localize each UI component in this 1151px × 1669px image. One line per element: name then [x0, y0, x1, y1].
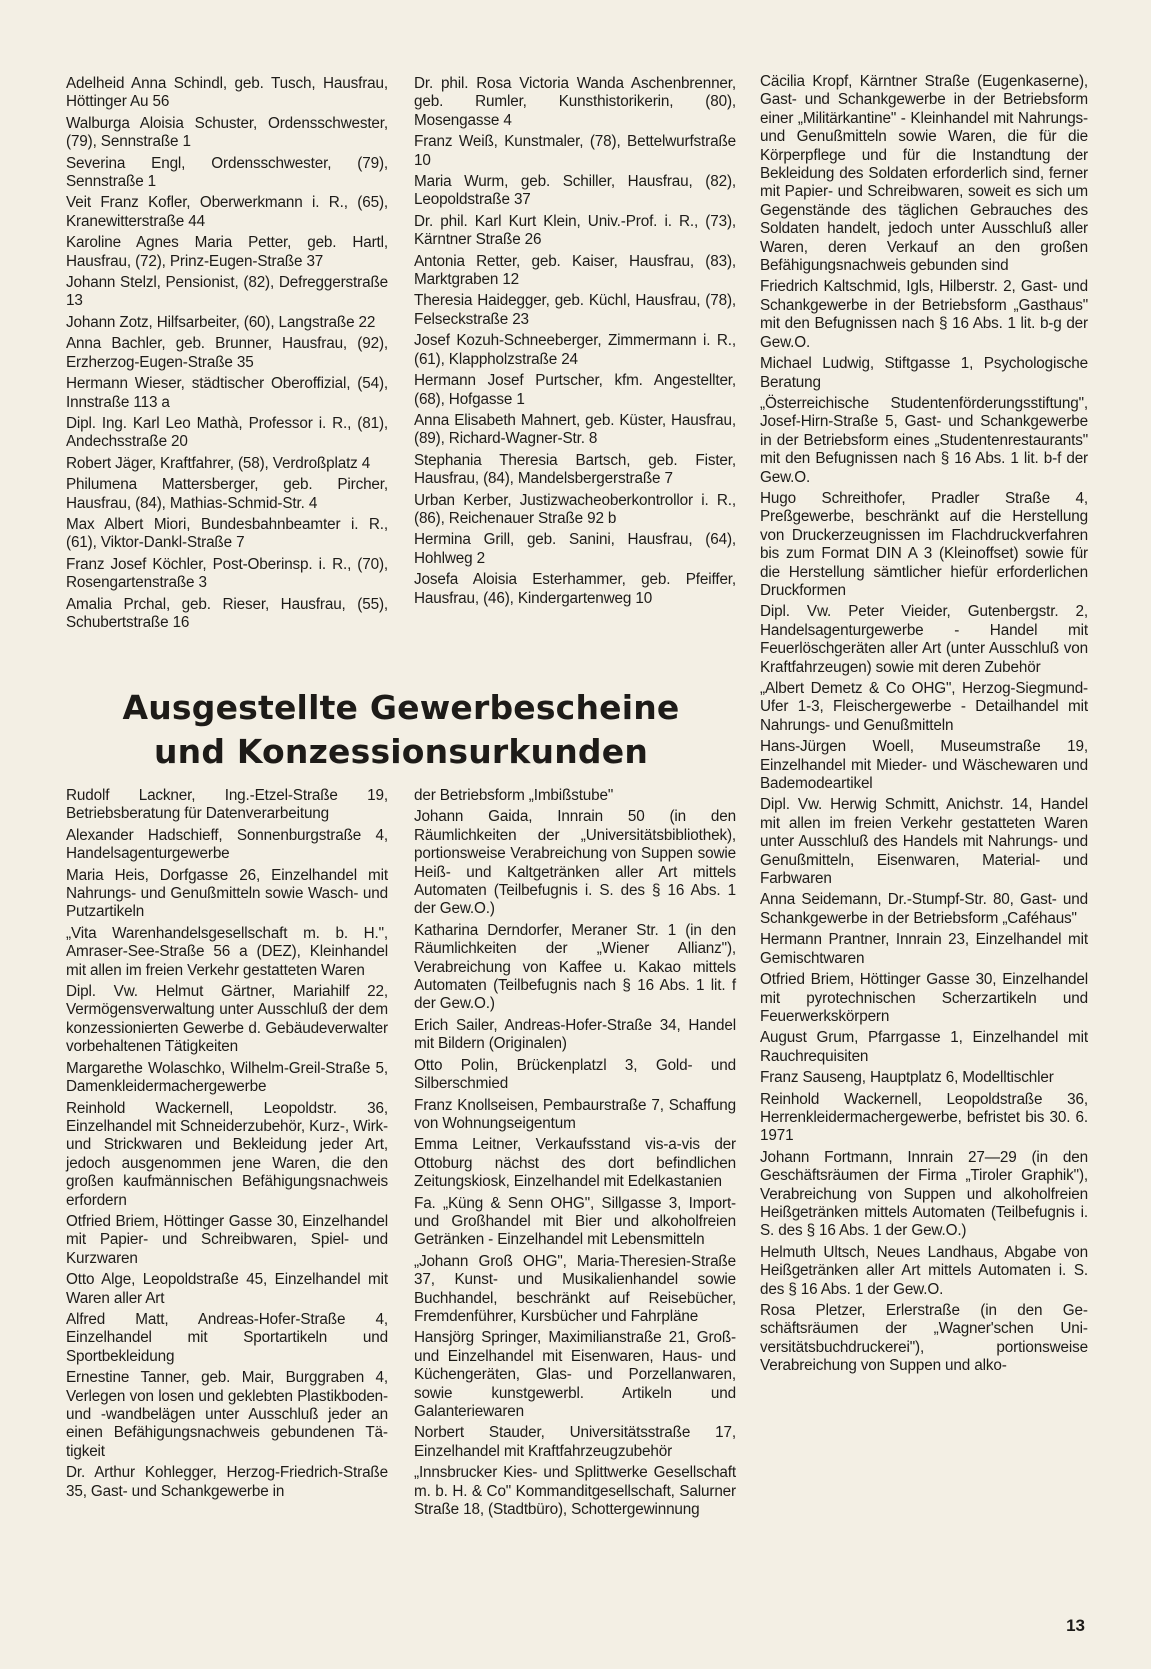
page-number: 13	[1066, 1616, 1085, 1635]
license-entry: Norbert Stauder, Universitätsstraße 17, Einzelhandel mit Kraftfahrzeugzubehör	[414, 1424, 736, 1460]
license-entry: August Grum, Pfarrgasse 1, Einzelhandel mit Rauchrequisiten	[760, 1029, 1088, 1065]
license-entry: Friedrich Kaltschmid, Igls, Hilberstr. 2, Gast- und Schankgewerbe in der Betriebsform „Gasthaus" mit den Befugnissen nach § 16 Abs. 1 lit. b-g der Gew.O.	[760, 278, 1088, 351]
license-entry: Anna Seidemann, Dr.-Stumpf-Str. 80, Gast- und Schankgewerbe in der Betriebsform „Caféhaus"	[760, 891, 1088, 927]
death-notice-entry: Veit Franz Kofler, Oberwerkmann i. R., (65), Kranewitterstraße 44	[66, 194, 388, 230]
license-entry: Dipl. Vw. Helmut Gärtner, Mariahilf 22, Vermögensverwaltung unter Ausschluß der dem konzessionierten Gewerbe d. Gebäudeverwalter vorbehaltenen Tätigkeiten	[66, 983, 388, 1056]
death-notice-entry: Theresia Haidegger, geb. Küchl, Hausfrau, (78), Felseckstraße 23	[414, 292, 736, 328]
licenses-column-3	[760, 73, 1088, 1379]
death-notice-entry: Urban Kerber, Justizwacheoberkontrollor i. R., (86), Reichenauer Straße 92 b	[414, 491, 736, 527]
death-notice-entry: Antonia Retter, geb. Kaiser, Hausfrau, (83), Marktgraben 12	[414, 252, 736, 289]
licenses-column-1	[66, 787, 388, 1504]
license-entry: Katharina Derndorfer, Meraner Str. 1 (in den Räumlichkeiten der „Wiener Allianz"), Verabreichung von Kaffee u. Kakao mittels Automaten (Teilbefugnis nach § 16 Abs. 1 lit. f der Gew.O.)	[414, 921, 736, 1013]
license-entry: Alexander Hadschieff, Sonnenburgstraße 4, Handelsagenturgewerbe	[66, 826, 388, 863]
license-entry: „Johann Groß OHG", Maria-Theresien-Straße 37, Kunst- und Musikalienhandel sowie Buchhandel, beschränkt auf Reisebücher, Fremdenführer, Kursbücher und Fahrpläne	[414, 1252, 736, 1325]
license-entry: Margarethe Wolaschko, Wilhelm-Greil-Straße 5, Damenkleidermachergewerbe	[66, 1059, 388, 1096]
license-entry: Otfried Briem, Höttinger Gasse 30, Einzelhandel mit Papier- und Schreibwaren, Spiel- und Kurzwaren	[66, 1212, 388, 1267]
death-notice-entry: Max Albert Miori, Bundesbahnbeamter i. R., (61), Viktor-Dankl-Straße 7	[66, 515, 388, 552]
license-entry: „Vita Warenhandelsgesellschaft m. b. H.", Amraser-See-Straße 56 a (DEZ), Kleinhandel mit allen im freien Verkehr gestatteten Waren	[66, 924, 388, 979]
death-notice-entry: Anna Elisabeth Mahnert, geb. Küster, Hausfrau, (89), Richard-Wagner-Str. 8	[414, 411, 736, 448]
license-entry: Hugo Schreithofer, Pradler Straße 4, Preßgewerbe, beschränkt auf die Herstellung von Druckerzeugnissen im Flachdruckverfahren bis zum Format DIN A 3 (Kleinoffset) sowie für die Herstellung sämtlicher hiefür erforderlichen Druckformen	[760, 489, 1088, 599]
death-notice-entry: Adelheid Anna Schindl, geb. Tusch, Hausfrau, Höttinger Au 56	[66, 75, 388, 111]
license-entry: Dr. Arthur Kohlegger, Herzog-Friedrich-Straße 35, Gast- und Schankgewerbe in	[66, 1464, 388, 1500]
death-notice-entry: Dr. phil. Rosa Victoria Wanda Aschenbrenner, geb. Rumler, Kunsthistorikerin, (80), Mosengasse 4	[414, 75, 736, 129]
death-notice-entry: Philumena Mattersberger, geb. Pircher, Hausfrau, (84), Mathias-Schmid-Str. 4	[66, 476, 388, 512]
license-entry: „Österreichische Studentenförderungsstiftung", Josef-Hirn-Straße 5, Gast- und Schankgewerbe in der Betriebsform eines „Studentenrestaurants" mit den Befugnissen nach § 16 Abs. 1 lit. b-f der Gew.O.	[760, 394, 1088, 486]
license-entry: Franz Knollseisen, Pembaurstraße 7, Schaffung von Wohnungseigentum	[414, 1096, 736, 1132]
license-entry: „Innsbrucker Kies- und Splittwerke Gesellschaft m. b. H. & Co" Kommanditgesellschaft, Salurner Straße 18, (Stadtbüro), Schottergewinnung	[414, 1464, 736, 1519]
license-entry: „Albert Demetz & Co OHG", Herzog-Siegmund-Ufer 1-3, Fleischergewerbe - Detailhandel mit Nahrungs- und Genußmitteln	[760, 680, 1088, 734]
license-entry: der Betriebsform „Imbißstube"	[414, 787, 614, 804]
license-entry: Alfred Matt, Andreas-Hofer-Straße 4, Einzelhandel mit Sportartikeln und Sportbekleidung	[66, 1310, 388, 1365]
section-heading	[66, 686, 736, 774]
license-entry: Otfried Briem, Höttinger Gasse 30, Einzelhandel mit pyrotechnischen Scherzartikeln und Feuerwerkskörpern	[760, 971, 1088, 1025]
license-entry: Emma Leitner, Verkaufsstand vis-a-vis der Ottoburg nächst des dort befindlichen Zeitungskiosk, Einzelhandel mit Edelkastanien	[414, 1136, 736, 1191]
death-notice-entry: Severina Engl, Ordensschwester, (79), Sennstraße 1	[66, 154, 388, 191]
death-notice-entry: Anna Bachler, geb. Brunner, Hausfrau, (92), Erzherzog-Eugen-Straße 35	[66, 335, 388, 371]
license-entry: Erich Sailer, Andreas-Hofer-Straße 34, Handel mit Bildern (Originalen)	[414, 1016, 736, 1053]
license-entry: Fa. „Küng & Senn OHG", Sillgasse 3, Import- und Großhandel mit Bier und alkoholfreien Getränken - Einzelhandel mit Lebensmitteln	[414, 1194, 736, 1249]
death-notice-entry: Josef Kozuh-Schneeberger, Zimmermann i. R., (61), Klappholzstraße 24	[414, 332, 736, 368]
license-entry: Otto Alge, Leopoldstraße 45, Einzelhandel mit Waren aller Art	[66, 1271, 388, 1307]
death-notice-entry: Amalia Prchal, geb. Rieser, Hausfrau, (55), Schubertstraße 16	[66, 595, 388, 631]
license-entry: Helmuth Ultsch, Neues Landhaus, Abgabe von Heißgetränken aller Art mittels Automaten i. S. des § 16 Abs. 1 der Gew.O.	[760, 1243, 1088, 1298]
death-notice-entry: Dipl. Ing. Karl Leo Mathà, Professor i. R., (81), Andechsstraße 20	[66, 414, 388, 451]
death-notice-entry: Hermina Grill, geb. Sanini, Hausfrau, (64), Hohlweg 2	[414, 531, 736, 567]
death-notice-entry: Dr. phil. Karl Kurt Klein, Univ.-Prof. i. R., (73), Kärntner Straße 26	[414, 212, 736, 249]
license-entry: Hans-Jürgen Woell, Museumstraße 19, Einzelhandel mit Mieder- und Wäschewaren und Bademodeartikel	[760, 738, 1088, 793]
license-entry: Reinhold Wackernell, Leopoldstraße 36, Herrenkleidermachergewerbe, befristet bis 30. 6. 1971	[760, 1090, 1088, 1145]
death-notice-entry: Franz Weiß, Kunstmaler, (78), Bettelwurfstraße 10	[414, 133, 736, 169]
death-notice-entry: Maria Wurm, geb. Schiller, Hausfrau, (82), Leopoldstraße 37	[414, 173, 736, 209]
deaths-column-2	[414, 75, 736, 611]
deaths-column-1	[66, 75, 388, 635]
license-entry: Ernestine Tanner, geb. Mair, Burggraben 4, Verlegen von losen und geklebten Plastikboden- und -wandbelägen unter Ausschluß jeder an einen Befähigungsnachweis gebundenen Tätigkeit	[66, 1369, 388, 1460]
license-entry: Rosa Pletzer, Erlerstraße (in den Geschäftsräumen der „Wagner'schen Universitätsbuchdruckerei"), portionsweise Verabreichung von Suppen und alko-	[760, 1302, 1088, 1375]
section-heading-line-2: und Konzessionsurkunden	[153, 732, 649, 771]
death-notice-entry: Franz Josef Köchler, Post-Oberinsp. i. R., (70), Rosengartenstraße 3	[66, 555, 388, 592]
death-notice-entry: Hermann Wieser, städtischer Oberoffizial, (54), Innstraße 113 a	[66, 375, 388, 411]
section-heading-line-1: Ausgestellte Gewerbescheine	[122, 688, 680, 727]
license-entry: Maria Heis, Dorfgasse 26, Einzelhandel mit Nahrungs- und Genußmitteln sowie Wasch- und Putzartikeln	[66, 866, 388, 921]
death-notice-entry: Johann Stelzl, Pensionist, (82), Defreggerstraße 13	[66, 274, 388, 310]
license-entry: Otto Polin, Brückenplatzl 3, Gold- und Silberschmied	[414, 1056, 736, 1093]
license-entry: Cäcilia Kropf, Kärntner Straße (Eugenkaserne), Gast- und Schankgewerbe in der Betriebsform einer „Militärkantine" - Kleinhandel mit Nahrungs- und Genußmitteln sowie Waren, die für die Körperpflege und für die Instandtung der Bekleidung des Soldaten erforderlich sind, ferner mit Papier- und Schreibwaren, soweit es sich um Gegenstände des täglichen Gebrauches des Soldaten handelt, jedoch unter Ausschluß aller Waren, deren Verkauf an den großen Befähigungsnachweis gebunden sind	[760, 73, 1088, 275]
license-entry: Johann Gaida, Innrain 50 (in den Räumlichkeiten der „Universitätsbibliothek), portionsweise Verabreichung von Suppen sowie Heiß- und Kaltgetränken aller Art mittels Automaten (Teilbefugnis i. S. des § 16 Abs. 1 der Gew.O.)	[414, 808, 736, 918]
license-entry: Rudolf Lackner, Ing.-Etzel-Straße 19, Betriebsberatung für Datenverarbeitung	[66, 787, 388, 823]
death-notice-entry: Karoline Agnes Maria Petter, geb. Hartl, Hausfrau, (72), Prinz-Eugen-Straße 37	[66, 234, 388, 270]
license-entry: Hansjörg Springer, Maximilianstraße 21, Groß- und Einzelhandel mit Eisenwaren, Haus- und Küchengeräten, Glas- und Porzellanwaren, sowie kunstgewerbl. Artikeln und Galanteriewaren	[414, 1329, 736, 1420]
death-notice-entry: Stephania Theresia Bartsch, geb. Fister, Hausfrau, (84), Mandelsbergerstraße 7	[414, 451, 736, 488]
license-entry: Dipl. Vw. Peter Vieider, Gutenbergstr. 2, Handelsagenturgewerbe - Handel mit Feuerlöschgeräten aller Art (unter Ausschluß von Kraftfahrzeugen) sowie mit deren Zubehör	[760, 603, 1088, 676]
license-entry: Johann Fortmann, Innrain 27—29 (in den Geschäftsräumen der Firma „Tiroler Graphik"), Verabreichung von Suppen und alkoholfreien Heißgetränken mittels Automaten (Teilbefugnis i. S. des § 16 Abs. 1 der Gew.O.)	[760, 1148, 1088, 1240]
license-entry: Michael Ludwig, Stiftgasse 1, Psychologische Beratung	[760, 355, 1088, 391]
death-notice-entry: Hermann Josef Purtscher, kfm. Angestellter, (68), Hofgasse 1	[414, 372, 736, 408]
license-entry: Dipl. Vw. Herwig Schmitt, Anichstr. 14, Handel mit allen im freien Verkehr gestatteten Waren unter Ausschluß des Handels mit Nahrungs- und Genußmitteln, Eisenwaren, Material- und Farbwaren	[760, 796, 1088, 888]
death-notice-entry: Josefa Aloisia Esterhammer, geb. Pfeiffer, Hausfrau, (46), Kindergartenweg 10	[414, 571, 736, 607]
license-entry: Franz Sauseng, Hauptplatz 6, Modelltischler	[760, 1069, 1054, 1087]
death-notice-entry: Johann Zotz, Hilfsarbeiter, (60), Langstraße 22	[66, 313, 376, 331]
license-entry: Reinhold Wackernell, Leopoldstr. 36, Einzelhandel mit Schneiderzubehör, Kurz-, Wirk- und Strickwaren und Bekleidung jeder Art, jedoch ausgenommen jene Waren, die den großen kaufmännischen Befähigungsnachweis erfordern	[66, 1099, 388, 1209]
death-notice-entry: Robert Jäger, Kraftfahrer, (58), Verdroßplatz 4	[66, 454, 371, 472]
license-entry: Hermann Prantner, Innrain 23, Einzelhandel mit Gemischtwaren	[760, 931, 1088, 967]
death-notice-entry: Walburga Aloisia Schuster, Ordensschwester, (79), Sennstraße 1	[66, 114, 388, 151]
licenses-column-2	[414, 787, 736, 1522]
